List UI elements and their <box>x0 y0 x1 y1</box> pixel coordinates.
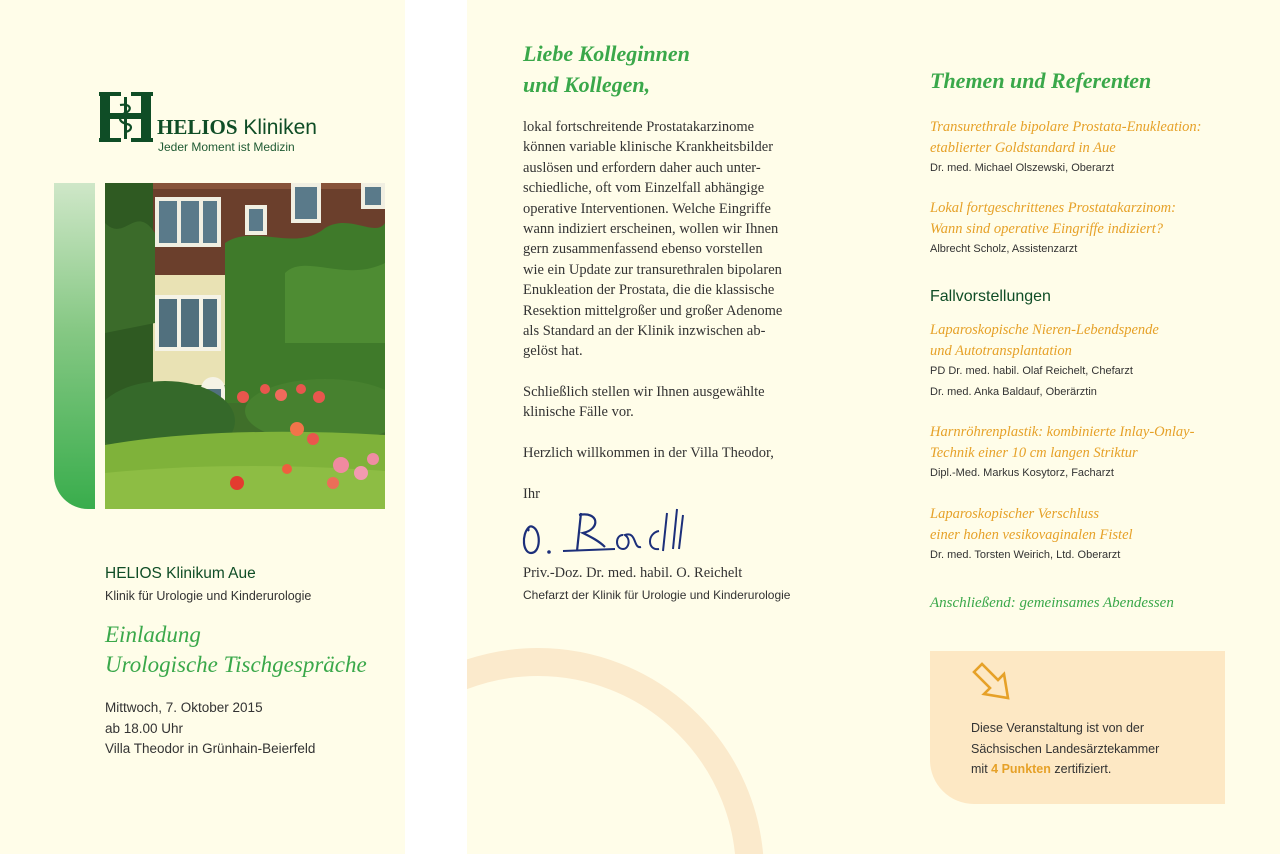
letter-line: schiedliche, oft vom Einzelfall abhängige <box>523 180 765 197</box>
topics-heading: Themen und Referenten <box>930 68 1152 93</box>
helios-logo-mark-icon <box>99 91 153 143</box>
certification-line: Sächsischen Landesärztekammer <box>971 741 1160 756</box>
event-venue: Villa Theodor in Grünhain-Beierfeld <box>105 741 316 756</box>
topic-title: etablierter Goldstandard in Aue <box>930 139 1116 156</box>
event-details <box>105 698 315 760</box>
event-date: Mittwoch, 7. Oktober 2015 <box>105 700 263 715</box>
logo-tagline: Jeder Moment ist Medizin <box>158 140 295 154</box>
page-gutter <box>405 0 467 854</box>
case-speaker: Dr. med. Anka Baldauf, Oberärztin <box>930 385 1097 398</box>
topic-item <box>930 198 1176 260</box>
decorative-ring <box>467 648 764 854</box>
cover-panel <box>0 0 405 854</box>
topic-speaker: Dr. med. Michael Olszewski, Oberarzt <box>930 162 1114 174</box>
letter-greeting <box>523 38 690 100</box>
letter-line: auslösen und erfordern daher auch unter- <box>523 159 761 176</box>
letter-line: klinische Fälle vor. <box>523 404 634 421</box>
letter-line: operative Interventionen. Welche Eingriffe <box>523 200 771 217</box>
clinic-name: HELIOS Klinikum Aue <box>105 565 256 582</box>
signer-name: Priv.-Doz. Dr. med. habil. O. Reichelt <box>523 565 743 581</box>
case-speaker: Dipl.-Med. Markus Kosytorz, Facharzt <box>930 467 1114 479</box>
inner-panel <box>467 0 1280 854</box>
case-speaker: Dr. med. Torsten Weirich, Ltd. Oberarzt <box>930 549 1121 561</box>
case-speaker: PD Dr. med. habil. Olaf Reichelt, Chefarzt <box>930 365 1133 377</box>
letter-closing: Ihr <box>523 486 540 502</box>
letter-line: Schließlich stellen wir Ihnen ausgewählte <box>523 384 765 400</box>
letter-line: Resektion mittelgroßer und großer Adenome <box>523 302 783 319</box>
dinner-note: Anschließend: gemeinsames Abendessen <box>930 595 1174 611</box>
handwritten-signature <box>519 505 699 561</box>
letter-line: gelöst hat. <box>523 343 583 360</box>
case-title: und Autotransplantation <box>930 342 1072 359</box>
case-title: Technik einer 10 cm langen Striktur <box>930 444 1138 461</box>
clinic-department: Klinik für Urologie und Kinderurologie <box>105 589 312 603</box>
case-item <box>930 504 1133 566</box>
invitation-title-line: Einladung <box>105 622 201 647</box>
certification-prefix: mit <box>971 762 988 776</box>
case-title: einer hohen vesikovaginalen Fistel <box>930 526 1133 543</box>
logo-wordmark <box>157 115 317 140</box>
logo-brand: HELIOS <box>157 115 238 139</box>
certification-line: Diese Veranstaltung ist von der <box>971 721 1145 735</box>
certification-line <box>971 759 1159 780</box>
greeting-line: Liebe Kolleginnen <box>523 41 690 66</box>
case-title: Laparoskopische Nieren-Lebendspende <box>930 322 1159 338</box>
letter-line: wie ein Update zur transurethralen bipolaren <box>523 261 782 278</box>
event-time: ab 18.00 Uhr <box>105 720 184 736</box>
invitation-title-line: Urologische Tischgespräche <box>105 652 367 677</box>
logo-suffix: Kliniken <box>243 116 317 139</box>
cases-heading: Fallvorstellungen <box>930 288 1051 305</box>
case-title: Laparoskopischer Verschluss <box>930 506 1100 522</box>
letter-line: wann indiziert erscheinen, wollen wir Ihnen <box>523 221 779 238</box>
villa-photo <box>105 183 385 509</box>
letter-line: Enukleation der Prostata, die die klassische <box>523 282 775 299</box>
letter-paragraph <box>523 117 782 362</box>
letter-welcome: Herzlich willkommen in der Villa Theodor, <box>523 445 774 461</box>
case-title: Harnröhrenplastik: kombinierte Inlay-Onlay- <box>930 424 1195 440</box>
letter-line: können variable klinische Krankheitsbilder <box>523 139 774 156</box>
certification-box <box>930 651 1225 804</box>
letter-line: gern zusammenfassend ebenso vorstellen <box>523 241 763 258</box>
letter-line: lokal fortschreitende Prostatakarzinome <box>523 119 755 135</box>
letter-paragraph <box>523 382 765 423</box>
greeting-line: und Kollegen, <box>523 72 651 97</box>
signer-role: Chefarzt der Klinik für Urologie und Kinderurologie <box>523 588 791 602</box>
topic-speaker: Albrecht Scholz, Assistenzarzt <box>930 243 1078 255</box>
topic-item <box>930 117 1201 179</box>
topic-title: Transurethrale bipolare Prostata-Enukleation: <box>930 119 1202 135</box>
letter-line: als Standard an der Klinik inzwischen ab- <box>523 323 766 340</box>
certification-text <box>971 718 1159 780</box>
decorative-green-bar <box>54 183 95 509</box>
certification-suffix: zertifiziert. <box>1054 762 1112 776</box>
certification-points: 4 Punkten <box>991 762 1051 776</box>
helios-logo <box>99 91 339 161</box>
case-item <box>930 320 1159 402</box>
invitation-title <box>105 620 367 680</box>
topic-title: Wann sind operative Eingriffe indiziert? <box>930 220 1164 237</box>
case-item <box>930 422 1194 484</box>
arrow-down-right-icon <box>970 660 1014 704</box>
topic-title: Lokal fortgeschrittenes Prostatakarzinom: <box>930 200 1176 216</box>
